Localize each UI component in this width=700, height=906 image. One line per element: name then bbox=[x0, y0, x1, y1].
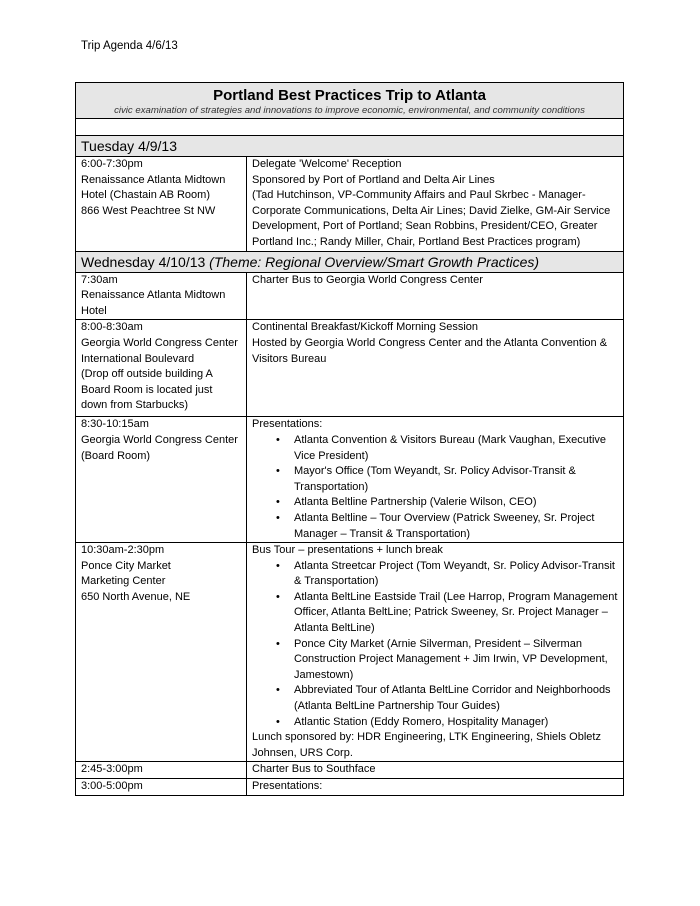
page-header: Trip Agenda 4/6/13 bbox=[81, 40, 178, 52]
agenda-description bbox=[247, 320, 624, 417]
event-title: Presentations: bbox=[252, 418, 323, 431]
agenda-row bbox=[76, 762, 624, 779]
location-text: Georgia World Congress Center (Board Room) bbox=[81, 433, 238, 462]
tour-stop-list bbox=[252, 559, 618, 731]
agenda-table bbox=[75, 82, 624, 796]
list-item: • Atlanta Streetcar Project (Tom Weyandt, Sr. Policy Advisor-Transit & Transportation) bbox=[276, 559, 618, 590]
document-title: Portland Best Practices Trip to Atlanta bbox=[213, 87, 486, 104]
agenda-description bbox=[247, 779, 624, 796]
location-text: Renaissance Atlanta Midtown Hotel (Chastain AB Room) bbox=[81, 173, 226, 202]
day-heading-row bbox=[76, 136, 624, 157]
document-subtitle: civic examination of strategies and innovations to improve economic, environmental, and community conditions bbox=[114, 105, 585, 116]
day-heading-wednesday bbox=[76, 251, 624, 272]
location-text: Ponce City Market bbox=[81, 559, 171, 572]
event-title: Delegate 'Welcome' Reception bbox=[252, 158, 402, 170]
event-title: Presentations: bbox=[252, 780, 323, 792]
day-heading-text: Wednesday 4/10/13 bbox=[81, 253, 210, 270]
agenda-time-location bbox=[76, 762, 247, 779]
spacer-cell bbox=[76, 119, 624, 136]
agenda-time-location bbox=[76, 417, 247, 543]
presentation-list bbox=[252, 433, 618, 542]
agenda-description bbox=[247, 762, 624, 779]
day-heading-text: Tuesday 4/9/13 bbox=[81, 138, 177, 154]
location-text: Renaissance Atlanta Midtown Hotel bbox=[81, 289, 226, 317]
list-item: • Mayor's Office (Tom Weyandt, Sr. Policy Advisor-Transit & Transportation) bbox=[276, 464, 618, 495]
event-sponsor: Sponsored by Port of Portland and Delta Air Lines bbox=[252, 173, 495, 186]
address-text: 866 West Peachtree St NW bbox=[81, 204, 216, 217]
event-host: Hosted by Georgia World Congress Center and the Atlanta Convention & Visitors Bureau bbox=[252, 336, 608, 365]
agenda-row bbox=[76, 417, 624, 543]
event-title: Bus Tour – presentations + lunch break bbox=[252, 544, 443, 557]
address-text: 650 North Avenue, NE bbox=[81, 590, 191, 603]
location-note: (Drop off outside building A Board Room is located just down from Starbucks) bbox=[81, 368, 213, 412]
agenda-description bbox=[247, 272, 624, 320]
event-participants: (Tad Hutchinson, VP-Community Affairs and Paul Skrbec - Manager-Corporate Communications, Delta Air Lines; David Zielke, GM-Air Service Development, Port of Portland; Sean Robbins, President/CEO, Greater Portland Inc.; Randy Miller, Chair, Portland Best Practices program) bbox=[252, 189, 611, 248]
time-text: 6:00-7:30pm bbox=[81, 158, 143, 170]
agenda-row bbox=[76, 272, 624, 320]
time-text: 3:00-5:00pm bbox=[81, 780, 143, 792]
time-text: 10:30am-2:30pm bbox=[81, 544, 165, 557]
time-text: 8:30-10:15am bbox=[81, 418, 149, 431]
list-item: • Abbreviated Tour of Atlanta BeltLine Corridor and Neighborhoods (Atlanta BeltLine Partnership Tour Guides) bbox=[276, 683, 618, 714]
event-title: Continental Breakfast/Kickoff Morning Session bbox=[252, 321, 479, 334]
day-theme-text: (Theme: Regional Overview/Smart Growth Practices) bbox=[209, 253, 540, 270]
agenda-time-location bbox=[76, 543, 247, 762]
agenda-row bbox=[76, 779, 624, 796]
list-item: • Atlanta Beltline Partnership (Valerie Wilson, CEO) bbox=[276, 495, 618, 511]
time-text: 8:00-8:30am bbox=[81, 321, 143, 334]
location-text: Georgia World Congress Center International Boulevard bbox=[81, 336, 238, 365]
list-item: • Atlantic Station (Eddy Romero, Hospitality Manager) bbox=[276, 715, 618, 731]
list-item: • Atlanta Beltline – Tour Overview (Patrick Sweeney, Sr. Project Manager – Transit & Transportation) bbox=[276, 511, 618, 542]
location-detail: Marketing Center bbox=[81, 575, 166, 588]
day-heading-row bbox=[76, 251, 624, 272]
spacer-row bbox=[76, 119, 624, 136]
agenda-row bbox=[76, 320, 624, 417]
lunch-sponsors: Lunch sponsored by: HDR Engineering, LTK Engineering, Shiels Obletz Johnsen, URS Corp. bbox=[252, 731, 601, 759]
time-text: 2:45-3:00pm bbox=[81, 763, 143, 776]
agenda-time-location bbox=[76, 272, 247, 320]
title-row bbox=[76, 83, 624, 119]
title-cell bbox=[76, 83, 624, 119]
event-title: Charter Bus to Georgia World Congress Center bbox=[252, 273, 483, 286]
agenda-description bbox=[247, 417, 624, 543]
agenda-description bbox=[247, 157, 624, 252]
list-item: • Atlanta BeltLine Eastside Trail (Lee Harrop, Program Management Officer, Atlanta BeltLine; Patrick Sweeney, Sr. Project Manager –Atlanta BeltLine) bbox=[276, 590, 618, 637]
agenda-row bbox=[76, 157, 624, 252]
agenda-row bbox=[76, 543, 624, 762]
agenda-time-location bbox=[76, 157, 247, 252]
time-text: 7:30am bbox=[81, 273, 118, 286]
event-title: Charter Bus to Southface bbox=[252, 763, 376, 776]
list-item: • Ponce City Market (Arnie Silverman, President – Silverman Construction Project Management + Jim Irwin, VP Development, Jamestown) bbox=[276, 637, 618, 684]
agenda-time-location bbox=[76, 320, 247, 417]
agenda-description bbox=[247, 543, 624, 762]
agenda-time-location bbox=[76, 779, 247, 796]
list-item: • Atlanta Convention & Visitors Bureau (Mark Vaughan, Executive Vice President) bbox=[276, 433, 618, 464]
day-heading-tuesday bbox=[76, 136, 624, 157]
